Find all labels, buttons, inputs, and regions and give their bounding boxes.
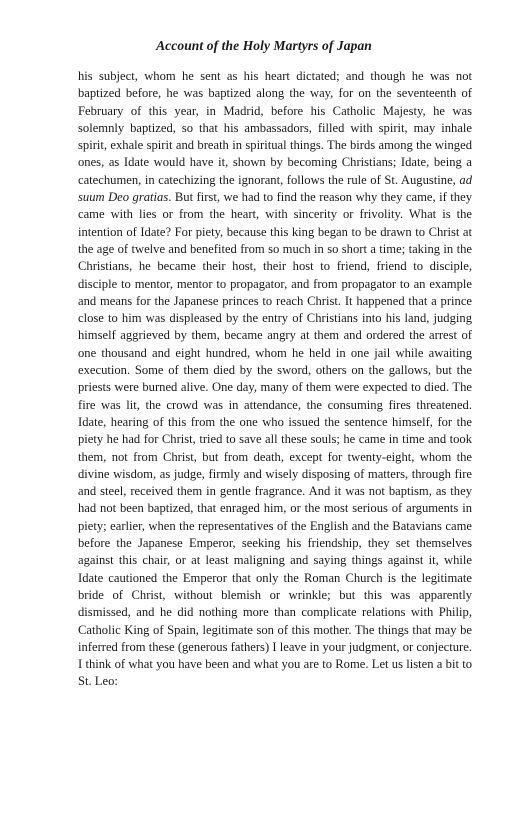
body-text [78,68,472,691]
latin-phrase: ad suum Deo gratias [78,172,473,205]
running-head-title: Account of the Holy Martyrs of Japan [156,38,372,53]
body-text-part-2: . But first, we had to find the reason why they came, if they came with lies or from the heart, with sincerity or frivolity. What is the intention of Idate? For piety, because this king began to be drawn to Christ at the age of twelve and benefited from so much in so short a time; taking in the Christians, he became their host, their host to friend, friend to disciple, disciple to mentor, mentor to propagator, and from propagator to an example and means for the Japanese princes to reach Christ. It happened that a prince close to him was displeased by the entry of Christians into his land, judging himself aggrieved by them, became angry at them and ordered the arrest of one thousand and eight hundred, whom he held in one jail while awaiting execution. Some of them died by the sword, others on the gallows, but the priests were burned alive. One day, many of them were expected to died. The fire was lit, the crowd was in attendance, the consuming fires threatened. Idate, hearing of this from the one who issued the sentence himself, for the piety he had for Christ, tried to save all these souls; he came in time and took them, not from Christ, but from death, except for twenty-eight, whom the divine wisdom, as judge, firmly and wisely disposing of matters, through fire and steel, received them in gentle fragrance. And it was not baptism, as they had not been baptized, that enraged him, or the most serious of arguments in piety; earlier, when the representatives of the English and the Batavians came before the Japanese Emperor, seeking his friendship, they set themselves against this chair, or at least maligning and saying things against it, while Idate cautioned the Emperor that only the Roman Church is the legitimate bride of Christ, without blemish or wrinkle; but this was apparently dismissed, and he did nothing more than complicate relations with Philip, Catholic King of Spain, legitimate son of this mother. The things that may be inferred from these (generous fathers) I leave in your judgment, or conjecture. I think of what you have been and what you are to Rome. Let us listen a bit to St. Leo: [78,190,472,689]
body-paragraph [78,68,472,691]
body-text-part-1: his subject, whom he sent as his heart dictated; and though he was not baptized before, he was baptized along the way, for on the seventeenth of February of this year, in Madrid, before his Catholic Majesty, he was solemnly baptized, so that his ambassadors, filled with spirit, may inhale spirit, exhale spirit and breath in spiritual things. The birds among the winged ones, as Idate would have it, shown by becoming Christians; Idate, being a catechumen, in catechizing the ignorant, follows the rule of St. Augustine, [78,69,472,187]
